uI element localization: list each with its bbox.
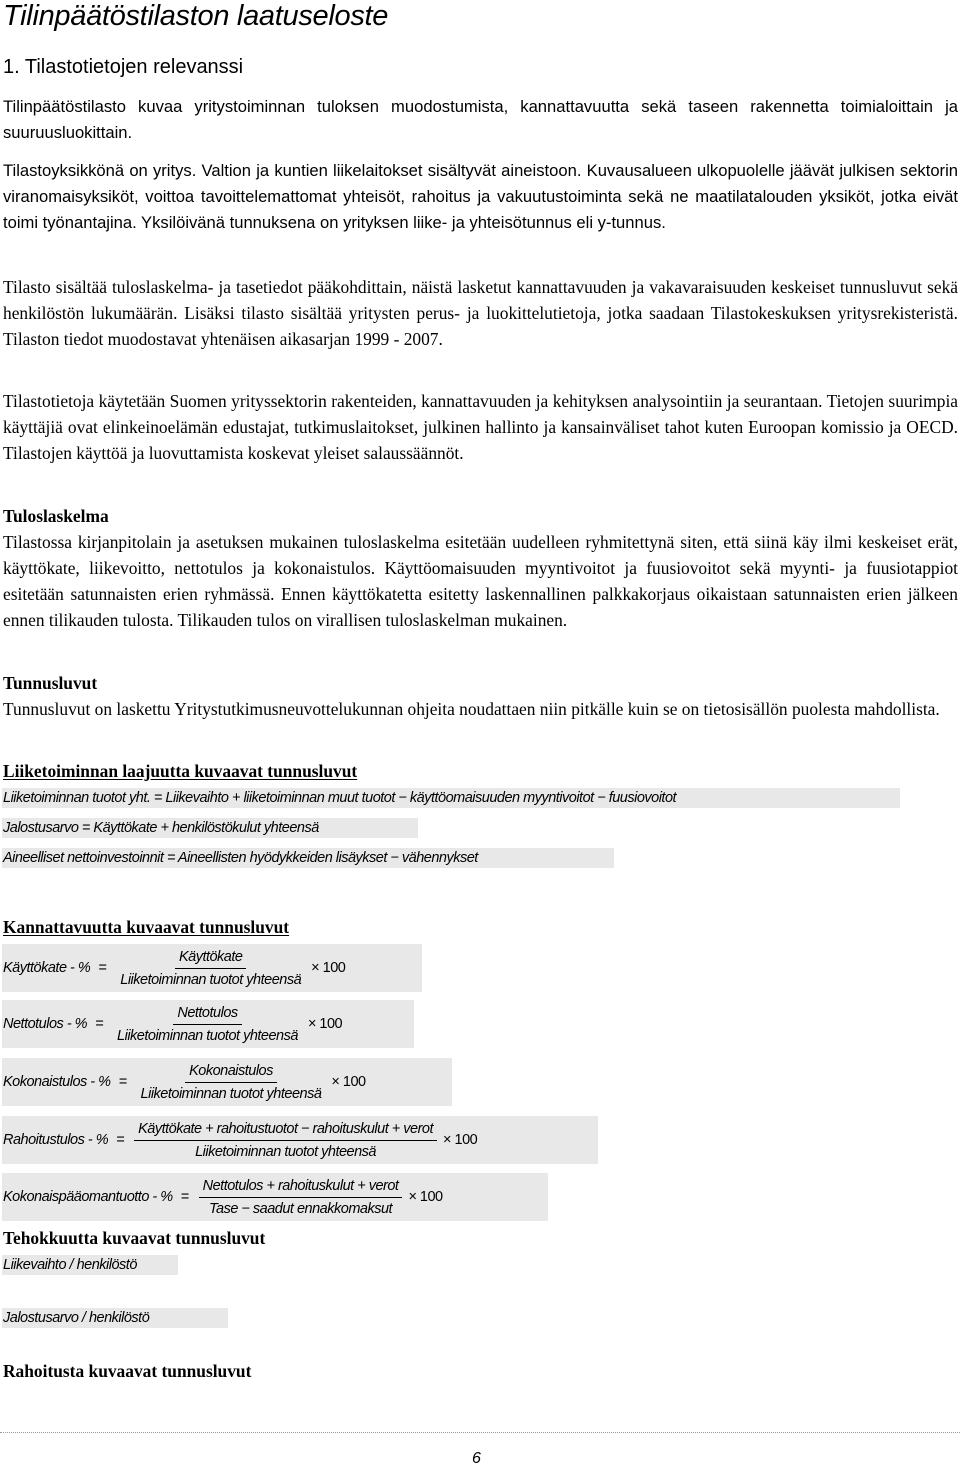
heading-tunnusluvut: Tunnusluvut <box>3 673 98 693</box>
paragraph-tuloslaskelma: Tilastossa kirjanpitolain ja asetuksen mukainen tuloslaskelma esitetään uudelleen ryhmitettynä siten, että siinä käy ilmi keskeiset erät, käyttökate, liikevoitto, nettotulos ja kokonaistulos. Käyttöomaisuuden myyntivoitot ja fuusiovoitot sekä myynti- ja fuusiotappiot esitetään satunnaisten erien ryhmässä. Ennen käyttökatetta esitetty laskennallinen palkkakorjaus oikaistaan satunnaisten erien jälkeen ennen tilikauden tulosta. Tilikauden tulos on virallisen tuloslaskelman mukainen. <box>3 532 958 630</box>
section-heading: 1. Tilastotietojen relevanssi <box>3 56 244 78</box>
heading-tuloslaskelma: Tuloslaskelma <box>3 506 109 526</box>
heading-tehokkuus: Tehokkuutta kuvaavat tunnusluvut <box>3 1228 266 1248</box>
formula-nettoinvestoinnit: Aineelliset nettoinvestoinnit = Aineellisten hyödykkeiden lisäykset − vähennykset <box>2 848 614 868</box>
paragraph-tunnusluvut: Tunnusluvut on laskettu Yritystutkimusneuvottelukunnan ohjeita noudattaen niin pitkälle kuin se on tietosisällön puolesta mahdollista. <box>3 699 940 719</box>
paragraph-statistical-unit: Tilastoyksikkönä on yritys. Valtion ja kuntien liikelaitokset sisältyvät aineistoon. Kuvausalueen ulkopuolelle jäävät julkisen sektorin viranomaisyksiköt, voittoa tavoittelemattomat yhteisöt, rahoitus ja vakuutustoiminta sekä ne maatilatalouden yksiköt, jotka eivät toimi työnantajina. Yksilöivänä tunnuksena on yrityksen liike- ja yhteisötunnus eli y-tunnus. <box>3 161 958 232</box>
formula-kokonaispaaomantuotto-pct: Kokonaispääomantuotto - % = $\frac{\text{Nettotulos + rahoituskulut + verot}}{\text{Tase − saadut ennakkomaksut}}$ × 100 <box>2 1173 548 1221</box>
heading-laajuus: Liiketoiminnan laajuutta kuvaavat tunnusluvut <box>3 761 358 781</box>
formula-liiketoiminnan-tuotot: Liiketoiminnan tuotot yht. = Liikevaihto + liiketoiminnan muut tuotot − käyttöomaisuuden myyntivoitot − fuusiovoitot <box>2 788 900 808</box>
formula-rahoitustulos-pct: Rahoitustulos - % = $\frac{\text{Käyttökate + rahoitustuotot − rahoituskulut + verot}}{\text{Liiketoiminnan tuotot yhteensä}}$ × 100 <box>2 1116 598 1164</box>
heading-rahoitus: Rahoitusta kuvaavat tunnusluvut <box>3 1361 252 1381</box>
formula-kayttokate-pct: Käyttökate - % = $\frac{\text{Käyttökate}}{\text{Liiketoiminnan tuotot yhteensä}}$ × 100 <box>2 944 422 992</box>
page-number: 6 <box>472 1450 481 1467</box>
formula-jalostusarvo: Jalostusarvo = Käyttökate + henkilöstökulut yhteensä <box>2 818 418 838</box>
formula-nettotulos-pct: Nettotulos - % = $\frac{\text{Nettotulos}}{\text{Liiketoiminnan tuotot yhteensä}}$ × 100 <box>2 1000 414 1048</box>
footer-divider <box>0 1432 960 1433</box>
paragraph-contents: Tilasto sisältää tuloslaskelma- ja tasetiedot pääkohdittain, näistä lasketut kannattavuuden ja vakavaraisuuden keskeiset tunnusluvut sekä henkilöstön lukumäärän. Lisäksi tilasto sisältää yritysten perus- ja luokittelutietoja, jotka saadaan Tilastokeskuksen yritysrekisteristä. Tilaston tiedot muodostavat yhtenäisen aikasarjan 1999 - 2007. <box>3 277 958 349</box>
formula-liikevaihto-per-henkilosto: Liikevaihto / henkilöstö <box>2 1255 178 1275</box>
paragraph-usage: Tilastotietoja käytetään Suomen yrityssektorin rakenteiden, kannattavuuden ja kehityksen analysointiin ja seurantaan. Tietojen suurimpia käyttäjiä ovat elinkeinoelämän edustajat, tutkimuslaitokset, julkinen hallinto ja kansainväliset tahot kuten Euroopan komissio ja OECD. Tilastojen käyttöä ja luovuttamista koskevat yleiset salaussäännöt. <box>3 391 958 463</box>
heading-kannattavuus: Kannattavuutta kuvaavat tunnusluvut <box>3 917 290 937</box>
formula-jalostusarvo-per-henkilosto: Jalostusarvo / henkilöstö <box>2 1308 228 1328</box>
paragraph-scope: Tilinpäätöstilasto kuvaa yritystoiminnan tuloksen muodostumista, kannattavuutta sekä taseen rakennetta toimialoittain ja suuruusluokittain. <box>3 97 958 142</box>
document-title: Tilinpäätöstilaston laatuseloste <box>3 0 389 32</box>
formula-kokonaistulos-pct: Kokonaistulos - % = $\frac{\text{Kokonaistulos}}{\text{Liiketoiminnan tuotot yhteensä}}$ × 100 <box>2 1058 452 1106</box>
